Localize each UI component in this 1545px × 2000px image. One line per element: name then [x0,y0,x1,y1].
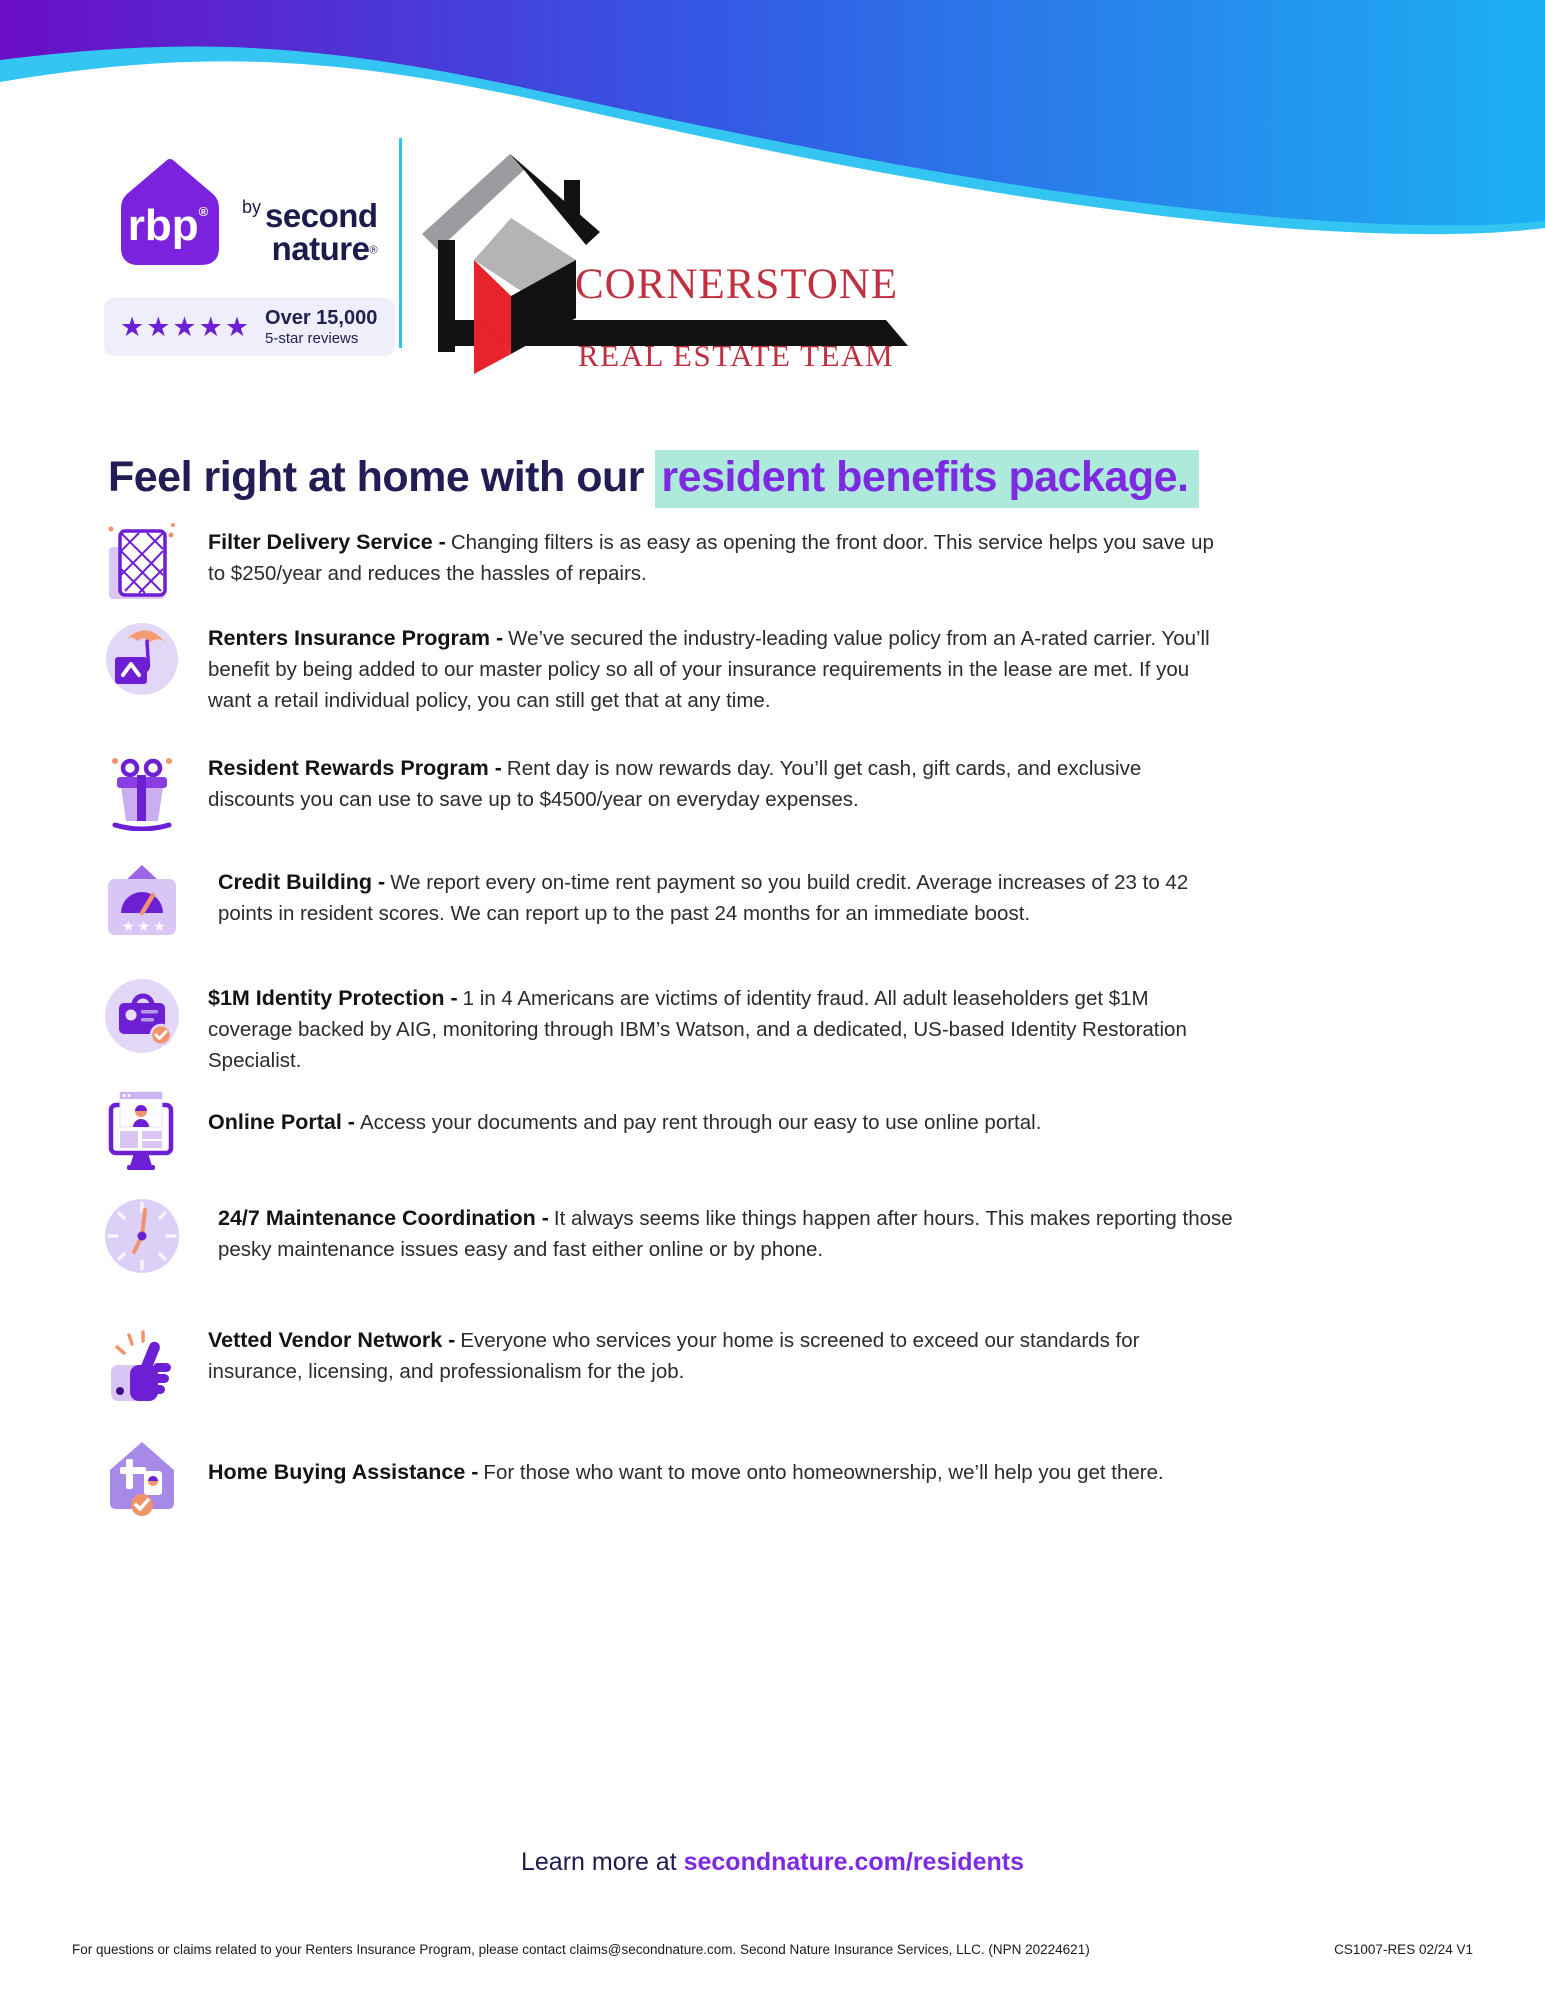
byline-by: by [242,197,262,217]
document-code: CS1007-RES 02/24 V1 [1334,1942,1473,1957]
cornerstone-logo [418,148,918,388]
benefit-description: Rent day is now rewards day. You’ll get cash, gift cards, and exclusive discounts you can use to save up to $4500/year on everyday expenses. [208,757,1142,811]
logo-divider [399,138,402,348]
thumbs-up-icon [100,1319,184,1408]
id-card-icon [100,977,184,1097]
benefit-renters-insurance [100,621,1460,737]
monitor-icon [100,1087,184,1173]
svg-text:★★★: ★★★ [122,918,169,934]
benefit-text [208,753,1228,815]
benefit-home-buying [100,1455,1460,1521]
benefit-title: Filter Delivery Service - [208,530,446,554]
rbp-logo [108,152,232,286]
learn-more-prefix: Learn more at [521,1848,684,1876]
cornerstone-name: CORNERSTONE [575,261,899,308]
benefit-text [218,1203,1238,1265]
benefit-text [208,1325,1228,1387]
page-title-prefix: Feel right at home with our [108,452,644,501]
insurance-disclaimer: For questions or claims related to your Renters Insurance Program, please contact claims@secondnature.com. Second Nature Insurance Services, LLC. (NPN 20224621) [72,1942,1090,1957]
learn-more-line [0,1848,1545,1877]
benefit-text [208,1457,1228,1501]
gift-icon [100,747,184,836]
benefit-title: Online Portal - [208,1110,355,1134]
brand-word-nature: nature [271,230,370,267]
benefit-title: Vetted Vendor Network - [208,1328,456,1352]
benefit-description: For those who want to move onto homeownership, we’ll help you get there. [483,1461,1164,1484]
benefit-vendor-network [100,1323,1460,1408]
benefit-description: 1 in 4 Americans are victims of identity fraud. All adult leaseholders get $1M coverage backed by AIG, monitoring through IBM’s Watson, and a dedicated, US-based Identity Restoration Specialist. [208,987,1187,1072]
benefit-resident-rewards [100,751,1460,836]
benefit-text [208,1107,1228,1153]
benefit-identity-protection [100,981,1460,1097]
brand-word-second: second [265,197,378,234]
umbrella-house-icon [100,617,184,737]
credit-gauge-icon [100,861,184,950]
fine-print [72,1942,1473,1957]
benefit-filter-delivery [100,525,1460,610]
benefit-text [208,623,1228,716]
home-check-icon [100,1437,184,1521]
benefit-title: $1M Identity Protection - [208,986,458,1010]
benefit-text [208,983,1228,1076]
benefit-maintenance [100,1201,1460,1286]
benefit-title: 24/7 Maintenance Coordination - [218,1206,549,1230]
page-title [108,453,1199,502]
benefit-title: Home Buying Assistance - [208,1460,479,1484]
benefit-title: Resident Rewards Program - [208,756,502,780]
reviews-caption: 5-star reviews [265,330,359,347]
benefit-text [208,527,1228,589]
reviews-badge [104,298,395,356]
clock-icon [100,1197,184,1286]
benefit-title: Credit Building - [218,870,386,894]
by-second-nature [242,198,378,265]
benefit-description: Changing filters is as easy as opening the front door. This service helps you save up to $250/year and reduces the hassles of repairs. [208,531,1214,585]
brand-reg-mark: ® [369,244,378,257]
benefit-description: Everyone who services your home is screened to exceed our standards for insurance, licensing, and professionalism for the job. [208,1329,1140,1383]
page-title-highlight: resident benefits package. [655,450,1198,508]
benefit-online-portal [100,1105,1460,1173]
filter-icon [100,521,184,610]
benefit-description: It always seems like things happen after hours. This makes reporting those pesky maintenance issues easy and fast either online or by phone. [218,1207,1233,1261]
reviews-count: Over 15,000 [265,307,378,329]
benefit-description: Access your documents and pay rent through our easy to use online portal. [359,1111,1042,1134]
cornerstone-subtitle: REAL ESTATE TEAM [578,338,895,373]
benefit-description: We report every on-time rent payment so you build credit. Average increases of 23 to 42 points in resident scores. We can report up to the past 24 months for an immediate boost. [218,871,1189,925]
benefit-description: We’ve secured the industry-leading value policy from an A-rated carrier. You’ll benefit by being added to our master policy so all of your insurance requirements in the lease are met. If you want a retail individual policy, you can still get that at any time. [208,627,1210,712]
five-stars-icon: ★★★★★ [120,311,252,342]
rbp-logo-mark [108,152,232,286]
rbp-logo-text: rbp® [127,201,209,250]
learn-more-link[interactable]: secondnature.com/residents [683,1848,1024,1876]
benefit-credit-building [100,865,1460,950]
benefit-text [218,867,1238,929]
benefit-title: Renters Insurance Program - [208,626,504,650]
